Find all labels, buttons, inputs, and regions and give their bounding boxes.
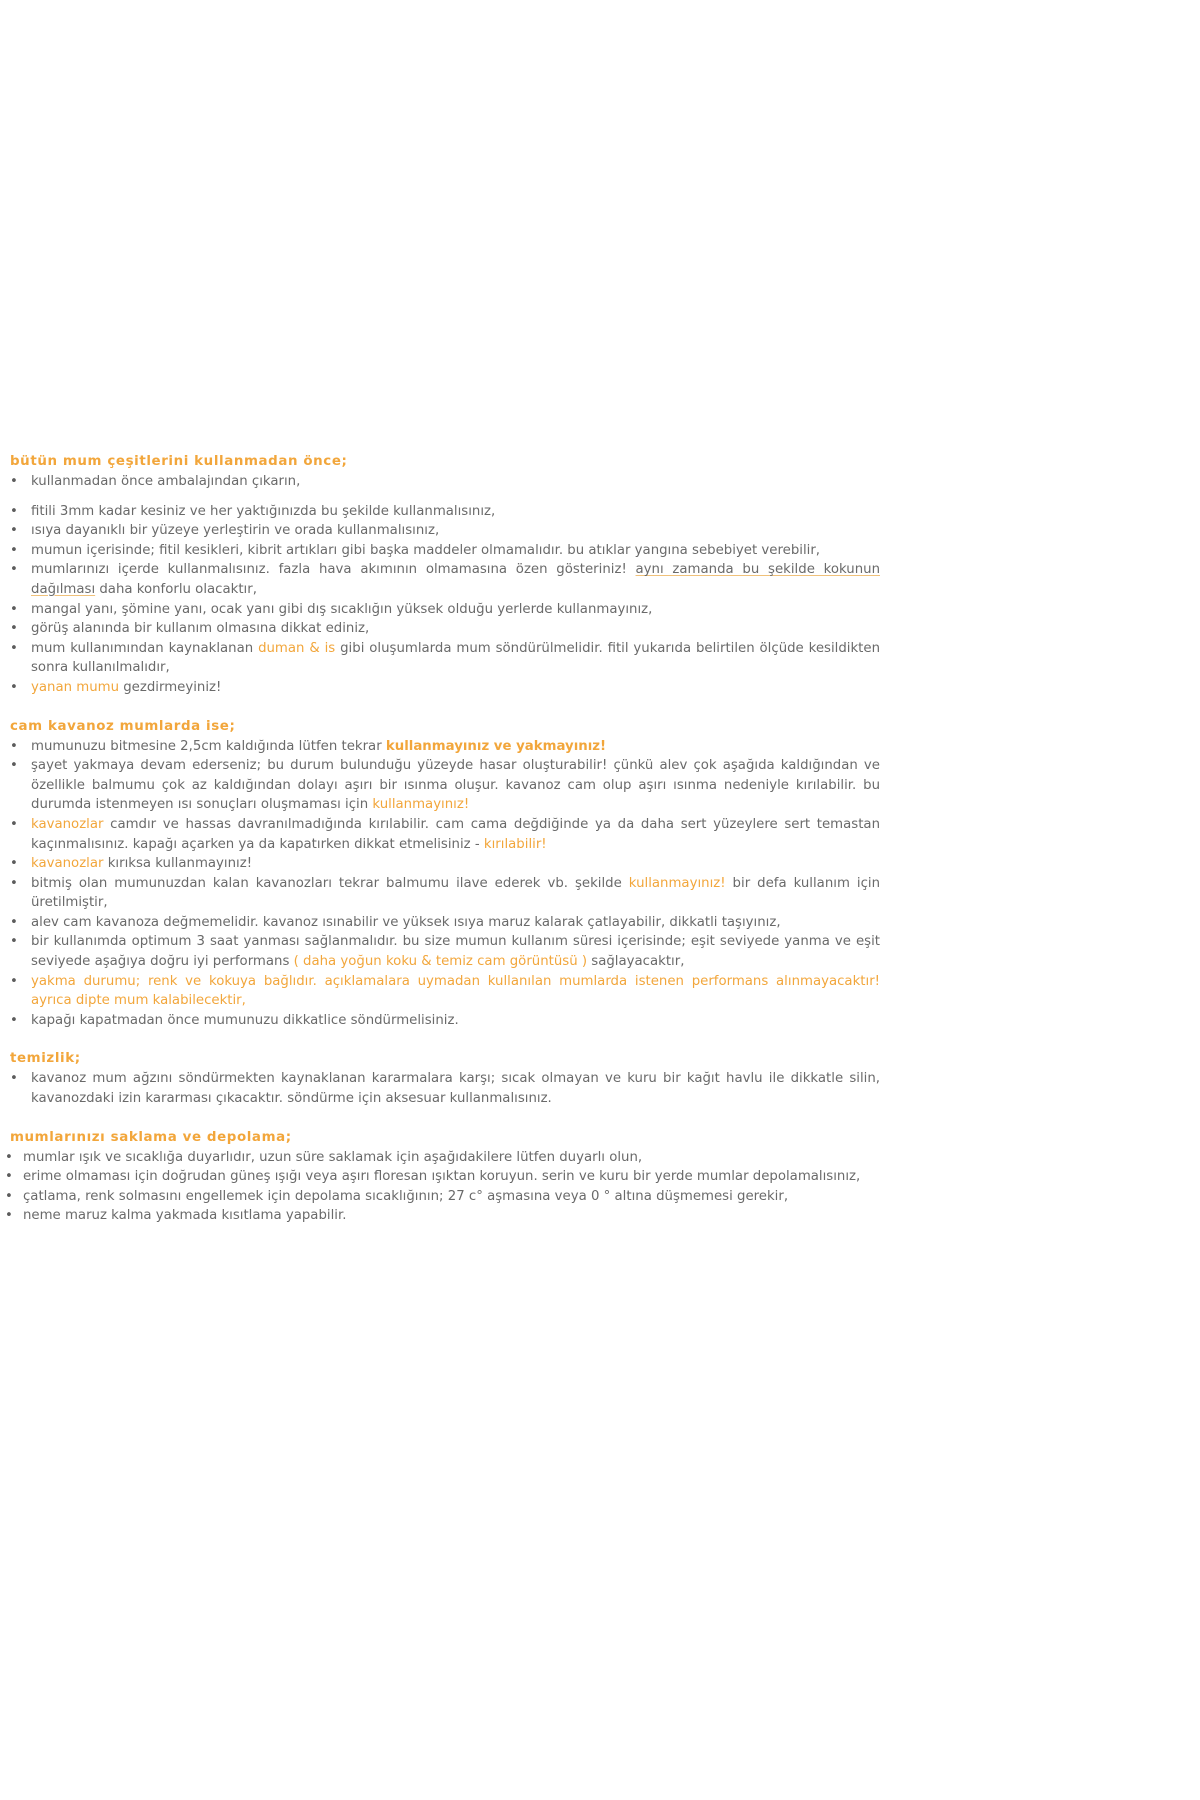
list-item bbox=[10, 1069, 880, 1108]
list-item bbox=[10, 502, 880, 522]
highlighted-text: ( daha yoğun koku & temiz cam görüntüsü ) bbox=[293, 954, 588, 970]
item-text: fitili 3mm kadar kesiniz ve her yaktığınızda bu şekilde kullanmalısınız, bbox=[31, 503, 496, 519]
item-text: gibi oluşumlarda mum söndürülmelidir. fitil yukarıda belirtilen ölçüde kesildikten sonra kullanılmalıdır, bbox=[31, 640, 881, 676]
section-heading: mumlarınızı saklama ve depolama; bbox=[10, 1129, 292, 1145]
item-text: kapağı kapatmadan önce mumunuzu dikkatlice söndürmelisiniz. bbox=[31, 1012, 459, 1028]
list-item bbox=[10, 472, 880, 492]
item-text: camdır ve hassas davranılmadığında kırılabilir. cam cama değdiğinde ya da daha sert yüzeylere sert temastan kaçınmalısınız. kapağı açarken ya da kapatırken dikkat etmelisiniz - bbox=[31, 816, 880, 852]
highlighted-text: aynı zamanda bu şekilde kokunun dağılması bbox=[31, 562, 880, 597]
item-text: mumunuzu bitmesine 2,5cm kaldığında lütfen tekrar bbox=[31, 738, 386, 754]
list-item bbox=[10, 737, 880, 757]
list-item bbox=[10, 972, 880, 1011]
item-text: bitmiş olan mumunuzdan kalan kavanozları tekrar balmumu ilave ederek vb. şekilde bbox=[31, 875, 629, 891]
item-text: ısıya dayanıklı bir yüzeye yerleştirin ve orada kullanmalısınız, bbox=[31, 523, 440, 539]
item-text: sağlayacaktır, bbox=[587, 954, 685, 970]
list-item bbox=[5, 1148, 880, 1168]
section-storage bbox=[5, 1128, 880, 1226]
list-item bbox=[10, 600, 880, 620]
list-item bbox=[10, 521, 880, 541]
highlighted-text: yanan mumu bbox=[31, 679, 120, 695]
item-text: bir kullanımda optimum 3 saat yanması sağlanmalıdır. bu size mumun kullanım süresi içerisinde; eşit seviyede yanma ve eşit seviyede aşağıya doğru iyi performans bbox=[31, 934, 880, 970]
section-glass-jar-candles bbox=[10, 717, 880, 1031]
item-text: kullanmadan önce ambalajından çıkarın, bbox=[31, 474, 301, 489]
item-text: şayet yakmaya devam ederseniz; bu durum bulunduğu yüzeyde hasar oluşturabilir! çünkü alev çok aşağıda kaldığından ve özellikle balmumu çok az kaldığından dolayı aşırı bir ısınma oluşur. kavanoz cam olup aşırı ısınma nedeniyle kırılabilir. bu durumda istenmeyen ısı sonuçları oluşmaması için bbox=[31, 758, 880, 813]
item-text: daha konforlu olacaktır, bbox=[95, 581, 257, 597]
bullet-list bbox=[5, 1148, 880, 1226]
bullet-list bbox=[10, 1069, 880, 1108]
list-item bbox=[5, 1187, 880, 1207]
list-item bbox=[10, 639, 880, 678]
bullet-list bbox=[10, 472, 880, 698]
item-text: kırıksa kullanmayınız! bbox=[103, 856, 253, 872]
item-text: mumlarınızı içerde kullanmalısınız. fazla hava akımının olmamasına özen gösteriniz! bbox=[31, 562, 636, 578]
section-before-use bbox=[10, 452, 880, 698]
item-text: mumlar ışık ve sıcaklığa duyarlıdır, uzun süre saklamak için aşağıdakilere lütfen duyarlı olun, bbox=[23, 1149, 643, 1165]
list-item bbox=[10, 815, 880, 854]
care-instructions-document bbox=[10, 452, 880, 1226]
highlighted-text: yakma durumu; renk ve kokuya bağlıdır. açıklamalara uymadan kullanılan mumlarda istenen performans alınmayacaktır! ayrıca dipte mum kalabilecektir, bbox=[31, 973, 880, 1009]
list-item bbox=[10, 1011, 880, 1031]
section-heading: bütün mum çeşitlerini kullanmadan önce; bbox=[10, 454, 348, 469]
item-text: bir defa kullanım için üretilmiştir, bbox=[31, 875, 881, 911]
highlighted-text: kullanmayınız ve yakmayınız! bbox=[385, 738, 607, 754]
section-cleaning bbox=[10, 1049, 880, 1108]
list-item bbox=[10, 678, 880, 698]
list-item bbox=[10, 932, 880, 971]
list-item bbox=[10, 560, 880, 599]
highlighted-text: kavanozlar bbox=[31, 816, 104, 832]
list-item bbox=[10, 874, 880, 913]
section-heading: temizlik; bbox=[10, 1051, 81, 1067]
item-text: erime olmaması için doğrudan güneş ışığı veya aşırı floresan ışıktan koruyun. serin ve kuru bir yerde mumlar depolamalısınız, bbox=[23, 1169, 861, 1185]
section-heading: cam kavanoz mumlarda ise; bbox=[10, 718, 236, 734]
list-item bbox=[10, 756, 880, 815]
item-text: çatlama, renk solmasını engellemek için depolama sıcaklığının; 27 c° aşmasına veya 0 ° altına düşmemesi gerekir, bbox=[23, 1188, 789, 1204]
list-item bbox=[10, 541, 880, 561]
item-text: alev cam kavanoza değmemelidir. kavanoz ısınabilir ve yüksek ısıya maruz kalarak çatlayabilir, dikkatli taşıyınız, bbox=[31, 914, 781, 930]
highlighted-text: kullanmayınız! bbox=[628, 875, 726, 891]
list-item bbox=[10, 619, 880, 639]
list-item bbox=[10, 913, 880, 933]
item-text: mumun içerisinde; fitil kesikleri, kibrit artıkları gibi başka maddeler olmamalıdır. bu atıklar yangına sebebiyet verebilir, bbox=[31, 542, 821, 558]
list-item bbox=[5, 1167, 880, 1187]
bullet-list bbox=[10, 737, 880, 1031]
highlighted-text: kavanozlar bbox=[31, 856, 104, 872]
item-text: neme maruz kalma yakmada kısıtlama yapabilir. bbox=[23, 1208, 347, 1224]
list-item bbox=[5, 1206, 880, 1226]
highlighted-text: kullanmayınız! bbox=[372, 797, 470, 813]
item-text: mum kullanımından kaynaklanan bbox=[31, 640, 259, 656]
list-item bbox=[10, 854, 880, 874]
item-text: kavanoz mum ağzını söndürmekten kaynaklanan kararmalara karşı; sıcak olmayan ve kuru bir kağıt havlu ile dikkatle silin, kavanozdaki izin kararması çıkacaktır. söndürme için aksesuar kullanmalısınız. bbox=[31, 1071, 880, 1107]
item-text: görüş alanında bir kullanım olmasına dikkat ediniz, bbox=[31, 621, 370, 637]
item-text: gezdirmeyiniz! bbox=[119, 679, 222, 695]
highlighted-text: duman & is bbox=[258, 640, 336, 656]
item-text: mangal yanı, şömine yanı, ocak yanı gibi dış sıcaklığın yüksek olduğu yerlerde kullanmayınız, bbox=[31, 601, 653, 617]
highlighted-text: kırılabilir! bbox=[483, 836, 547, 852]
